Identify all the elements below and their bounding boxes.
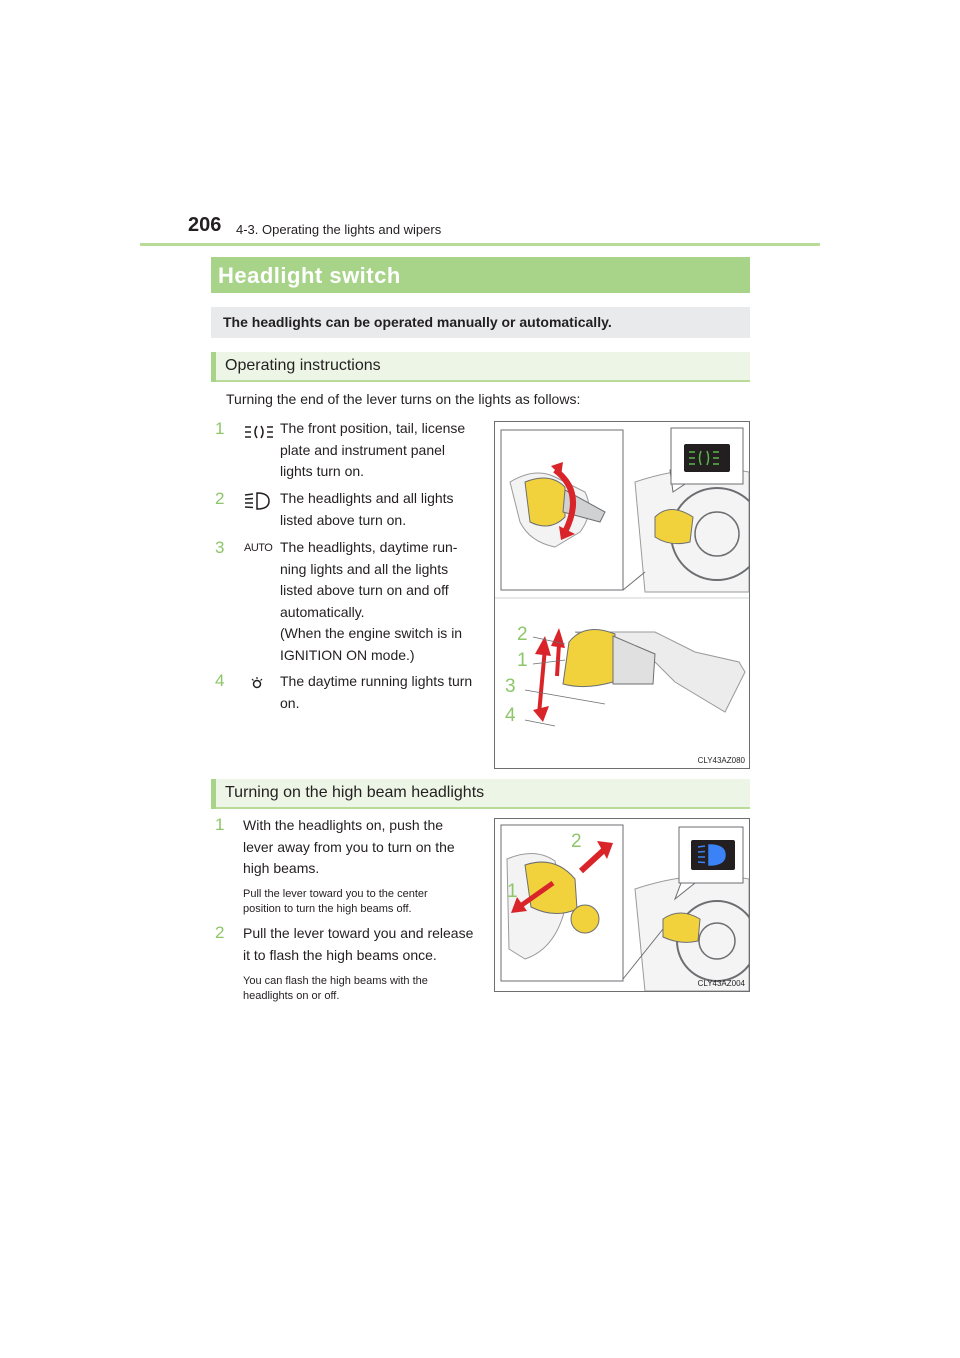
step-number-4: 4 [215,671,225,690]
high-beam-item-2-text: Pull the lever toward you and release it to flash the high beams once. [243,925,474,963]
figure2-callout-2: 2 [571,831,582,852]
high-beam-item-1-note: Pull the lever toward you to the center position to turn the high beams off. [243,888,428,915]
headlight-switch-illustration [495,422,749,768]
figure-callout-4: 4 [505,705,516,726]
operating-lead: Turning the end of the lever turns on the lights as follows: [226,391,581,407]
high-beam-heading: Turning on the high beam headlights [211,779,750,809]
daytime-running-lights-icon [243,674,275,694]
step-number-2: 2 [215,489,225,508]
item-3-text: The headlights, daytime run- ning lights and all the lights listed above turn on and off automatically. (When the engine switch is in IGNITION ON mode.) [280,539,463,663]
high-beam-item-2-note: You can flash the high beams with the headlights on or off. [243,975,428,1002]
figure-callout-1: 1 [517,650,528,671]
high-beam-step-2: 2 [215,923,225,942]
step-number-3: 3 [215,538,225,557]
header-rule [140,243,820,246]
figure-callout-3: 3 [505,676,516,697]
figure-code: CLY43AZ080 [697,756,745,765]
high-beam-step-1: 1 [215,815,225,834]
figure2-callout-1: 1 [507,881,518,902]
figure2-code: CLY43AZ004 [697,979,745,988]
page-title: Headlight switch [211,257,750,293]
section-label: 4-3. Operating the lights and wipers [236,222,442,237]
high-beam-illustration [495,819,749,991]
item-1-text: The front position, tail, license plate and instrument panel lights turn on. [280,420,466,479]
page-number: 206 [188,214,222,236]
operating-heading: Operating instructions [211,352,750,382]
intro-text: The headlights can be operated manually or automatically. [211,307,750,338]
figure-callout-2: 2 [517,624,528,645]
item-2-text: The headlights and all lights listed above turn on. [280,490,454,528]
headlight-switch-figure [494,421,750,769]
headlight-icon [243,491,275,511]
auto-icon: AUTO [244,542,273,554]
step-number-1: 1 [215,419,225,438]
high-beam-item-1-text: With the headlights on, push the lever away from you to turn on the high beams. [243,817,455,876]
item-4-text: The daytime running lights turn on. [280,673,473,711]
high-beam-figure [494,818,750,992]
parking-lights-icon [243,422,275,442]
